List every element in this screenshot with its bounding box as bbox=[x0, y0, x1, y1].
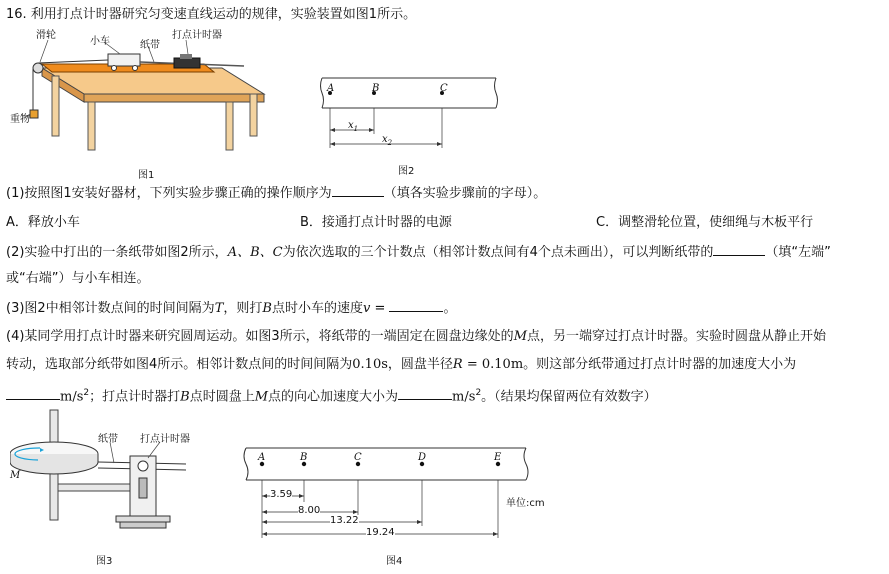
fig3-label-tape: 纸带 bbox=[98, 434, 118, 445]
question-part-2-cont: 或“右端”）与小车相连。 bbox=[6, 271, 150, 286]
fig3-label-timer: 打点计时器 bbox=[140, 434, 190, 445]
fig2-label-x1: $x_1$ bbox=[348, 120, 359, 133]
answer-blank-5 bbox=[398, 387, 452, 400]
fig3-label-M: M bbox=[10, 470, 21, 481]
option-a: A．释放小车 bbox=[6, 215, 80, 230]
fig4-point-D: D bbox=[418, 452, 427, 463]
figure-3-disk bbox=[10, 408, 220, 548]
option-c: C．调整滑轮位置，使细绳与木板平行 bbox=[596, 215, 814, 230]
option-b: B．接通打点计时器的电源 bbox=[300, 215, 452, 230]
figure-1-apparatus bbox=[8, 28, 270, 178]
fig4-distance-3: 13.22 bbox=[330, 515, 359, 526]
fig4-point-E: E bbox=[494, 452, 502, 463]
question-part-3: (3)图2中相邻计数点间的时间间隔为T，则打B点时小车的速度v = 。 bbox=[6, 301, 457, 316]
fig4-point-A: A bbox=[258, 452, 266, 463]
fig4-distance-4: 19.24 bbox=[366, 527, 395, 538]
fig4-distance-1: 3.59 bbox=[270, 489, 293, 500]
question-part-4: (4)某同学用打点计时器来研究圆周运动。如图3所示，将纸带的一端固定在圆盘边缘处的M点，另一端穿过打点计时器。实验时圆盘从静止开始 bbox=[6, 329, 827, 344]
question-part-4-line3: $m/s^2$；打点计时器打B点时圆盘上M点的向心加速度大小为 $m/s^2$。（结果均保留两位有效数字） bbox=[6, 384, 657, 406]
fig2-label-x2: $x_2$ bbox=[382, 134, 393, 147]
fig1-label-pulley: 滑轮 bbox=[36, 30, 56, 41]
answer-blank-3 bbox=[389, 299, 443, 312]
fig2-caption: 图2 bbox=[398, 166, 415, 177]
fig1-label-tape: 纸带 bbox=[140, 40, 160, 51]
fig4-caption: 图4 bbox=[386, 556, 403, 567]
fig1-label-cart: 小车 bbox=[90, 36, 110, 47]
answer-blank-1 bbox=[332, 184, 384, 197]
fig2-point-C: C bbox=[440, 83, 448, 94]
fig1-label-weight: 重物 bbox=[10, 114, 30, 125]
fig1-label-timer: 打点计时器 bbox=[172, 30, 222, 41]
figure-2-tape bbox=[318, 76, 500, 152]
fig4-point-C: C bbox=[354, 452, 362, 463]
answer-blank-2 bbox=[713, 243, 765, 256]
answer-blank-4 bbox=[6, 387, 60, 400]
fig2-point-A: A bbox=[327, 83, 335, 94]
question-part-1: (1)按照图1安装好器材，下列实验步骤正确的操作顺序为 （填各实验步骤前的字母）。 bbox=[6, 186, 547, 201]
fig3-caption: 图3 bbox=[96, 556, 113, 567]
question-part-4-line2: 转动，选取部分纸带如图4所示。相邻计数点间的时间间隔为0.10s，圆盘半径R = 0.10m。则这部分纸带通过打点计时器的加速度大小为 bbox=[6, 357, 797, 372]
fig4-distance-2: 8.00 bbox=[298, 505, 321, 516]
question-title: 16. 利用打点计时器研究匀变速直线运动的规律，实验装置如图1所示。 bbox=[6, 7, 417, 22]
fig1-caption: 图1 bbox=[138, 170, 155, 181]
question-part-2: (2)实验中打出的一条纸带如图2所示，A、B、C为依次选取的三个计数点（相邻计数点间有4个点未画出），可以判断纸带的 （填“左端” bbox=[6, 245, 831, 260]
fig4-point-B: B bbox=[300, 452, 308, 463]
fig2-point-B: B bbox=[372, 83, 380, 94]
fig4-unit-label: 单位:cm bbox=[506, 498, 545, 509]
